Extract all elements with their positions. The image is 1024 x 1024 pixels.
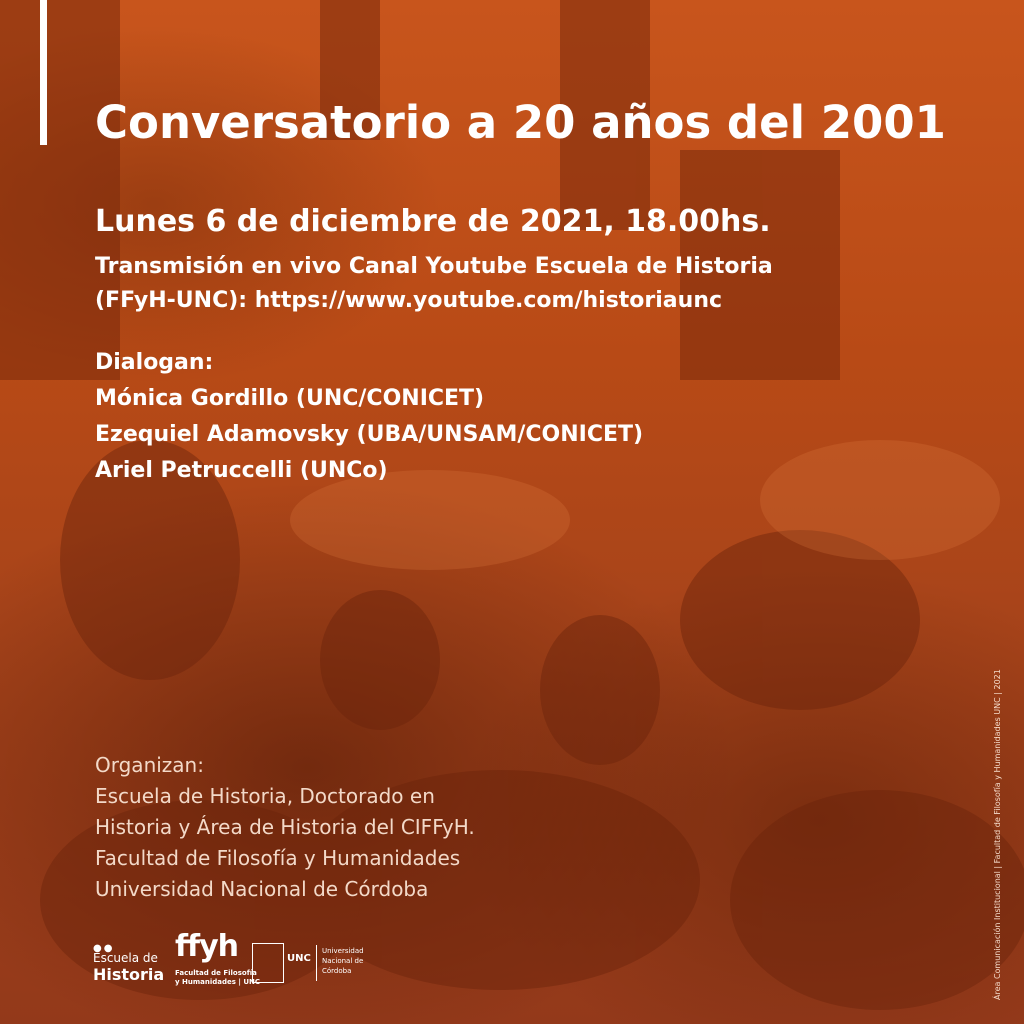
speaker-item: Mónica Gordillo (UNC/CONICET): [95, 386, 485, 411]
stream-line: (FFyH-UNC): https://www.youtube.com/historiaunc: [95, 288, 723, 313]
design-credit: Área Comunicación Institucional | Facultad de Filosofía y Humanidades UNC | 2021: [993, 669, 1002, 1000]
divider: [316, 945, 317, 981]
unc-logo: [252, 943, 382, 993]
ffyh-logo-mark: ffyh: [175, 929, 239, 964]
escuela-historia-logo: [90, 935, 180, 995]
speaker-item: Ariel Petruccelli (UNCo): [95, 458, 388, 483]
stream-info: [95, 250, 773, 318]
university-shield-icon: [252, 943, 284, 983]
decorative-vertical-bar: [40, 0, 47, 145]
event-title: Conversatorio a 20 años del 2001: [95, 96, 946, 149]
event-date: Lunes 6 de diciembre de 2021, 18.00hs.: [95, 204, 771, 239]
escuela-logo-line2: Historia: [93, 965, 165, 984]
speaker-item: Ezequiel Adamovsky (UBA/UNSAM/CONICET): [95, 422, 644, 447]
escuela-logo-line1: Escuela de: [93, 951, 158, 965]
unc-badge: UNC: [287, 953, 311, 964]
ffyh-logo-sub2: y Humanidades | UNC: [175, 978, 261, 986]
organizer-line: Facultad de Filosofía y Humanidades: [95, 846, 461, 870]
ffyh-logo-sub1: Facultad de Filosofía: [175, 969, 257, 977]
unc-name: Universidad Nacional de Córdoba: [322, 947, 364, 975]
stream-line: Transmisión en vivo Canal Youtube Escuela de Historia: [95, 254, 773, 279]
speakers-heading: Dialogan:: [95, 350, 214, 375]
organizer-line: Universidad Nacional de Córdoba: [95, 877, 429, 901]
dots-icon: ●●: [93, 943, 115, 954]
organizer-line: Escuela de Historia, Doctorado en: [95, 784, 435, 808]
organizers-block: [95, 750, 475, 905]
speakers-block: [95, 345, 643, 489]
organizer-line: Historia y Área de Historia del CIFFyH.: [95, 815, 475, 839]
organizers-heading: Organizan:: [95, 753, 204, 777]
